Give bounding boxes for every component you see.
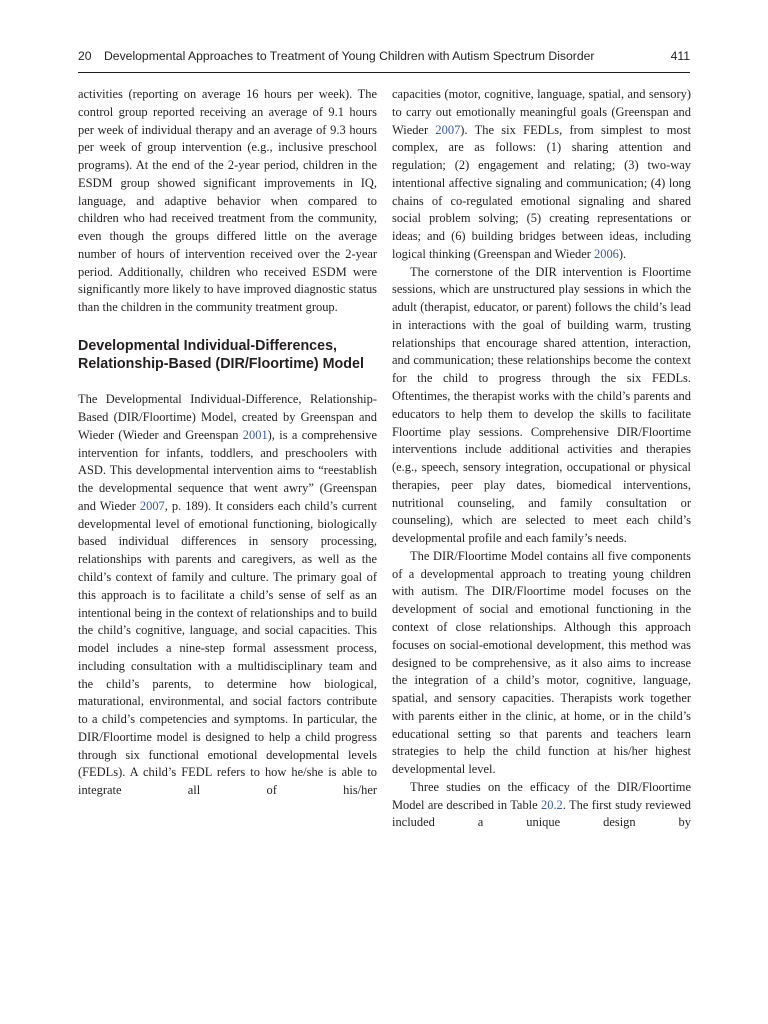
citation-link-2007[interactable]: 2007 [139,498,165,513]
text-segment: ), is a comprehensive intervention for infants, toddlers, and preschoolers with ASD. This developmental intervention aims to “reestablish the developmental sequence that went awry” (Greenspan and Wieder [78,427,377,513]
left-column [78,86,377,800]
chapter-title: Developmental Approaches to Treatment of Young Children with Autism Spectrum Disorder [104,49,595,63]
citation-link-2007[interactable]: 2007 [435,122,461,137]
text-segment: The Developmental Individual-Difference, Relationship-Based (DIR/Floortime) Model, created by Greenspan and Wieder (Wieder and Greenspan [78,392,377,442]
paragraph-fedls [392,86,691,264]
running-head [78,49,690,67]
text-segment: ). The six FEDLs, from simplest to most complex, are as follows: (1) sharing attention and regulation; (2) engagement and relating; (3) two-way intentional affective signaling and communication; (4) long chains of co-regulated emotional signaling and shared social problem solving; (5) creating representations or ideas; and (6) building bridges between ideas, including logical thinking (Greenspan and Wieder [392,122,691,261]
citation-link-2006[interactable]: 2006 [594,246,619,261]
text-segment: ). [618,246,627,261]
paragraph-dir-intro [78,391,377,800]
paragraph-esdm-results: activities (reporting on average 16 hours per week). The control group reported receiving an average of 9.1 hours per week of individual therapy and an average of 9.3 hours per week of group intervention (e.g., inclusive preschool programs). At the end of the 2-year period, children in the ESDM group showed significant improvements in IQ, language, and adaptive behavior when compared to children who had received treatment from the community, even though the groups differed little on the average number of hours of intervention received over the 2-year period. Additionally, children who received ESDM were significantly more likely to have improved diagnostic status than the children in the community treatment group. [78,87,377,315]
text-segment: capacities (motor, cognitive, language, spatial, and sensory) to carry out emotionally meaningful goals (Greenspan and Wieder [392,87,691,137]
paragraph-efficacy-studies [392,779,691,832]
text-segment: , p. 189). It considers each child’s current developmental level of emotional functioning, biologically based individual differences in sensory processing, relationships with parents and caregivers, as well as the child’s context of family and culture. The primary goal of this approach is to facilitate a child’s sense of self as an intentional being in the context of relationships and to build the child’s cognitive, language, and social capacities. This model includes a nine-step formal assessment process, including consultation with a multidisciplinary team and the child’s parents, to determine how biological, maturational, environmental, and social factors contribute to a child’s competencies and symptoms. In particular, the DIR/Floortime model is designed to help a child progress through six functional emotional developmental levels (FEDLs). A child’s FEDL refers to how he/she is able to integrate all of his/her [78,498,378,798]
citation-link-2001[interactable]: 2001 [242,427,268,442]
right-column [392,86,691,832]
text-segment: . The first study reviewed included a unique design by [392,797,691,830]
section-heading: Developmental Individual-Differences, Relationship-Based (DIR/Floortime) Model [78,337,364,373]
text-segment: Three studies on the efficacy of the DIR/Floortime Model are described in Table [392,779,691,812]
table-link-20-2[interactable]: 20.2 [541,797,563,812]
paragraph-floortime-sessions: The cornerstone of the DIR intervention is Floortime sessions, which are unstructured play sessions in which the adult (therapist, educator, or parent) follows the child’s lead in interactions with the goal of building warm, trusting relationships that encourage shared attention, interaction, and communication; these relationships become the context for the child to progress through the six FEDLs. Oftentimes, the therapist works with the child’s parents and educators to help them to develop the skills to facilitate Floortime play sessions. Comprehensive DIR/Floortime interventions include additional activities and therapies (e.g., speech, sensory integration, occupational or physical therapies, peer play dates, biomedical interventions, nutritional counseling, and family consultation or counseling), which are selected to meet each child’s developmental profile and each family’s needs. [392,264,691,546]
header-rule [78,72,690,73]
paragraph-dir-components: The DIR/Floortime Model contains all five components of a developmental approach to treating young children with autism. The DIR/Floortime model focuses on the development of social and emotional functioning in the context of close relationships. Although this approach focuses on social-emotional development, this method was designed to be comprehensive, as it also aims to increase the integration of a child’s motor, cognitive, language, spatial, and sensory capacities. Therapists work together with parents either in the clinic, at home, or in the child’s educational setting so that parents and teachers learn strategies to help the child function at his/her highest developmental level. [392,548,691,777]
page-number: 411 [670,49,690,63]
chapter-number: 20 [78,49,92,63]
